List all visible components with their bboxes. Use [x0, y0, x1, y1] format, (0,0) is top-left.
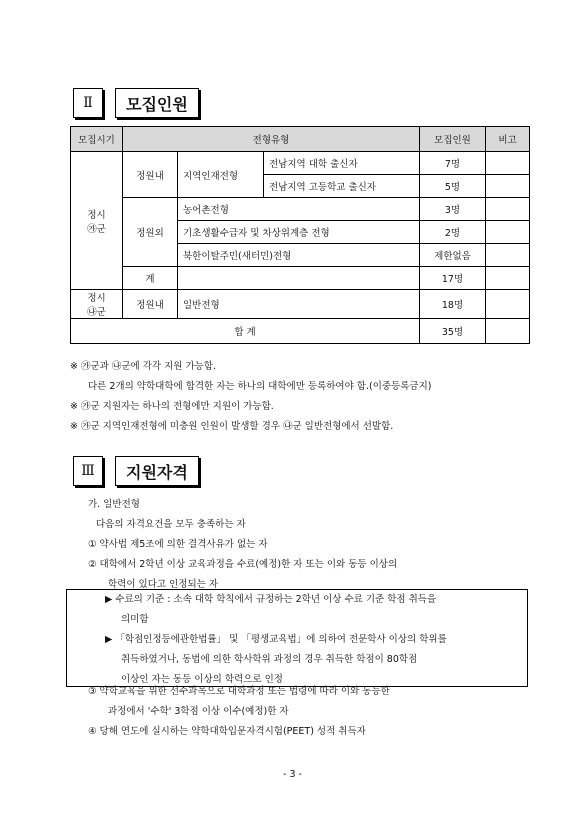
section-3-numeral: Ⅲ	[73, 456, 103, 486]
box-line: 의미함	[121, 614, 149, 625]
table-row	[71, 290, 530, 319]
subtotal-count: 17명	[420, 267, 486, 290]
header-note: 비고	[486, 127, 530, 152]
section-3-title: 지원자격	[115, 456, 199, 486]
header-type: 전형유형	[123, 127, 420, 152]
quota-in-cell: 정원내	[123, 152, 178, 198]
regional-univ-count: 7명	[420, 152, 486, 175]
qual-item-3: ③ 약학교육을 위한 선수과목으로 대학과정 또는 법령에 따라 이와 동등한	[88, 686, 390, 697]
note-line: 다른 2개의 약학대학에 합격한 자는 하나의 대학에만 등록하여야 함.(이중등록금지)	[88, 381, 432, 392]
section-2-header	[73, 88, 199, 118]
note-cell	[486, 221, 530, 244]
header-count: 모집인원	[420, 127, 486, 152]
group-ga-cell: 정시 ㉮군	[71, 152, 123, 290]
notes-block	[70, 357, 431, 437]
qual-heading: 가. 일반전형	[88, 499, 140, 510]
qual-item-2-cont: 학력이 있다고 인정되는 자	[108, 579, 219, 590]
section-2-title: 모집인원	[115, 88, 199, 118]
box-line: 이상인 자는 동등 이상의 학력으로 인정	[121, 674, 283, 685]
note-cell	[486, 152, 530, 175]
nk-cell: 북한이탈주민(새터민)전형	[178, 244, 420, 267]
note-line: ※ ㉮군 지역인재전형에 미충원 인원이 발생할 경우 ㉯군 일반전형에서 선발함.	[70, 421, 394, 432]
qual-item-2: ② 대학에서 2학년 이상 교육과정을 수료(예정)한 자 또는 이와 동등 이상의	[88, 559, 398, 570]
table-row	[71, 198, 530, 221]
basic-cell: 기초생활수급자 및 차상위계층 전형	[178, 221, 420, 244]
subtotal-label: 계	[123, 267, 178, 290]
group-na-cell: 정시 ㉯군	[71, 290, 123, 319]
table-row	[71, 267, 530, 290]
header-period: 모집시기	[71, 127, 123, 152]
qual-item-3-cont: 과정에서 '수학' 3학점 이상 이수(예정)한 자	[108, 706, 289, 717]
rural-cell: 농어촌전형	[178, 198, 420, 221]
quota-out-cell: 정원외	[123, 198, 178, 267]
quota-in2-cell: 정원내	[123, 290, 178, 319]
qual-item-1: ① 약사법 제5조에 의한 결격사유가 없는 자	[88, 539, 268, 550]
note-line: ※ ㉮군과 ㉯군에 각각 지원 가능함.	[70, 361, 217, 372]
regional-univ-cell: 전남지역 대학 출신자	[264, 152, 420, 175]
table-header-row	[71, 127, 530, 152]
section-3-header	[73, 456, 199, 486]
qualifications-block	[88, 495, 528, 595]
regional-cell: 지역인재전형	[178, 152, 264, 198]
subtotal-blank	[178, 267, 420, 290]
regional-high-count: 5명	[420, 175, 486, 198]
section-2-numeral: Ⅱ	[73, 88, 103, 118]
basic-count: 2명	[420, 221, 486, 244]
qual-item-4: ④ 당해 연도에 실시하는 약학대학입문자격시험(PEET) 성적 취득자	[88, 726, 366, 737]
recruitment-table	[70, 126, 530, 344]
table-row	[71, 319, 530, 344]
note-cell	[486, 198, 530, 221]
total-label: 합 계	[71, 319, 420, 344]
note-cell	[486, 267, 530, 290]
note-cell	[486, 319, 530, 344]
page-number: - 3 -	[283, 769, 302, 780]
box-line: ▶ 「학점인정등에관한법률」 및 「평생교육법」에 의하여 전문학사 이상의 학위를	[105, 634, 447, 645]
table-row	[71, 152, 530, 175]
rural-count: 3명	[420, 198, 486, 221]
box-line: 취득하였거나, 동법에 의한 학사학위 과정의 경우 취득한 학점이 80학점	[121, 654, 418, 665]
box-line: ▶ 수료의 기준 : 소속 대학 학칙에서 규정하는 2학년 이상 수료 기준 학점 취득을	[105, 594, 437, 605]
note-cell	[486, 175, 530, 198]
note-cell	[486, 244, 530, 267]
qualifications-block-2	[88, 682, 528, 742]
note-cell	[486, 290, 530, 319]
nk-count: 제한없음	[420, 244, 486, 267]
total-count: 35명	[420, 319, 486, 344]
general-cell: 일반전형	[178, 290, 420, 319]
note-line: ※ ㉮군 지원자는 하나의 전형에만 지원이 가능함.	[70, 401, 274, 412]
qual-lead: 다음의 자격요건을 모두 충족하는 자	[96, 519, 246, 530]
regional-high-cell: 전남지역 고등학교 출신자	[264, 175, 420, 198]
criteria-box	[66, 589, 528, 687]
general-count: 18명	[420, 290, 486, 319]
